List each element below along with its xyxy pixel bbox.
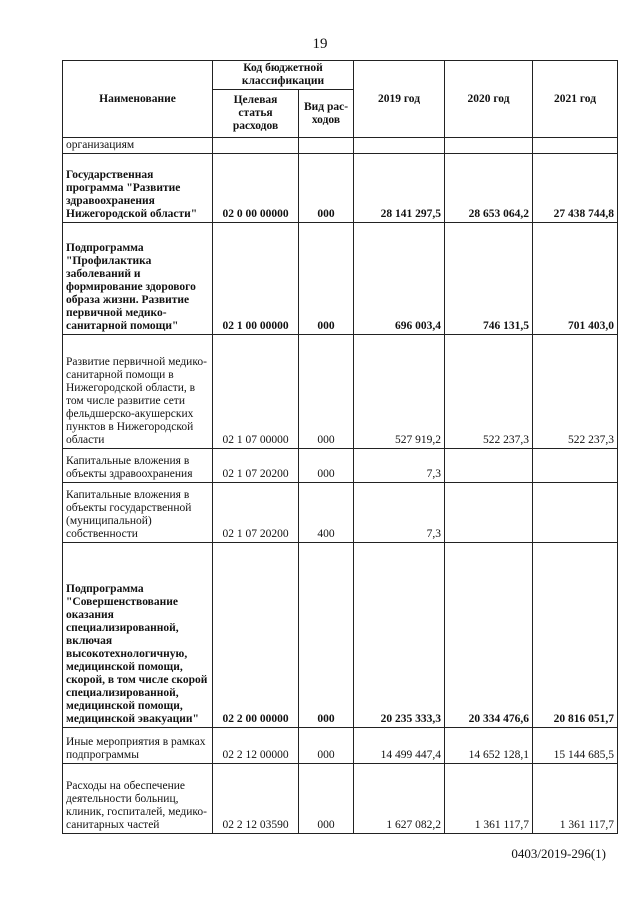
row-value-2021 <box>533 138 618 154</box>
row-kind-code: 400 <box>299 483 354 543</box>
row-value-2020 <box>445 138 533 154</box>
row-value-2020: 746 131,5 <box>445 223 533 335</box>
row-value-2019: 7,3 <box>354 449 445 483</box>
row-name: Расходы на обеспечение деятельности больниц, клиник, госпиталей, медико-санитарных частей <box>63 764 213 834</box>
row-kind-code <box>299 138 354 154</box>
table-row <box>63 483 618 543</box>
row-target-code: 02 1 00 00000 <box>213 223 299 335</box>
row-name: Подпрограмма "Профилактика заболеваний и формирование здорового образа жизни. Развитие первичной медико-санитарной помощи" <box>63 223 213 335</box>
row-kind-code: 000 <box>299 543 354 728</box>
row-value-2019: 527 919,2 <box>354 335 445 449</box>
row-value-2021: 522 237,3 <box>533 335 618 449</box>
table-row <box>63 543 618 728</box>
row-target-code <box>213 138 299 154</box>
row-value-2021: 20 816 051,7 <box>533 543 618 728</box>
table-row <box>63 335 618 449</box>
row-kind-code: 000 <box>299 154 354 223</box>
row-value-2020: 20 334 476,6 <box>445 543 533 728</box>
row-name: Иные мероприятия в рамках подпрограммы <box>63 728 213 764</box>
header-code-group: Код бюджетной классификации <box>213 61 354 90</box>
row-value-2021: 15 144 685,5 <box>533 728 618 764</box>
row-value-2021 <box>533 483 618 543</box>
header-2021: 2021 год <box>533 61 618 138</box>
row-kind-code: 000 <box>299 223 354 335</box>
row-target-code: 02 2 12 00000 <box>213 728 299 764</box>
row-target-code: 02 0 00 00000 <box>213 154 299 223</box>
row-value-2020 <box>445 449 533 483</box>
row-value-2021 <box>533 449 618 483</box>
table-row <box>63 764 618 834</box>
row-value-2019: 7,3 <box>354 483 445 543</box>
row-value-2020 <box>445 483 533 543</box>
row-name: Капитальные вложения в объекты здравоохранения <box>63 449 213 483</box>
row-name: организациям <box>63 138 213 154</box>
budget-table <box>62 60 618 834</box>
row-value-2021: 1 361 117,7 <box>533 764 618 834</box>
row-name: Капитальные вложения в объекты государственной (муниципальной) собственности <box>63 483 213 543</box>
table-row <box>63 223 618 335</box>
row-target-code: 02 2 00 00000 <box>213 543 299 728</box>
table-row <box>63 449 618 483</box>
table-row <box>63 728 618 764</box>
row-name: Государственная программа "Развитие здравоохранения Нижегородской области" <box>63 154 213 223</box>
row-value-2021: 701 403,0 <box>533 223 618 335</box>
table-row <box>63 154 618 223</box>
row-value-2021: 27 438 744,8 <box>533 154 618 223</box>
row-target-code: 02 1 07 20200 <box>213 483 299 543</box>
row-value-2019: 14 499 447,4 <box>354 728 445 764</box>
row-name: Подпрограмма "Совершенствование оказания специализированной, включая высокотехнологичную, медицинской помощи, скорой, в том числе скорой специализированной, медицинской помощи, медицинской эвакуации" <box>63 543 213 728</box>
row-kind-code: 000 <box>299 449 354 483</box>
header-name: Наименование <box>63 61 213 138</box>
row-value-2019: 696 003,4 <box>354 223 445 335</box>
row-value-2019: 1 627 082,2 <box>354 764 445 834</box>
row-value-2020: 1 361 117,7 <box>445 764 533 834</box>
row-target-code: 02 1 07 00000 <box>213 335 299 449</box>
header-2019: 2019 год <box>354 61 445 138</box>
row-kind-code: 000 <box>299 335 354 449</box>
row-target-code: 02 1 07 20200 <box>213 449 299 483</box>
row-value-2020: 28 653 064,2 <box>445 154 533 223</box>
row-value-2019 <box>354 138 445 154</box>
document-code: 0403/2019-296(1) <box>511 846 606 861</box>
row-kind-code: 000 <box>299 764 354 834</box>
row-name: Развитие первичной медико-санитарной помощи в Нижегородской области, в том числе развитие сети фельдшерско-акушерских пунктов в Нижегородской области <box>63 335 213 449</box>
header-2020: 2020 год <box>445 61 533 138</box>
header-target: Целевая статья расходов <box>213 90 299 138</box>
row-value-2020: 14 652 128,1 <box>445 728 533 764</box>
page-number: 19 <box>312 36 328 52</box>
row-value-2020: 522 237,3 <box>445 335 533 449</box>
row-value-2019: 28 141 297,5 <box>354 154 445 223</box>
table-row <box>63 138 618 154</box>
row-kind-code: 000 <box>299 728 354 764</box>
header-kind: Вид рас-ходов <box>299 90 354 138</box>
row-value-2019: 20 235 333,3 <box>354 543 445 728</box>
row-target-code: 02 2 12 03590 <box>213 764 299 834</box>
